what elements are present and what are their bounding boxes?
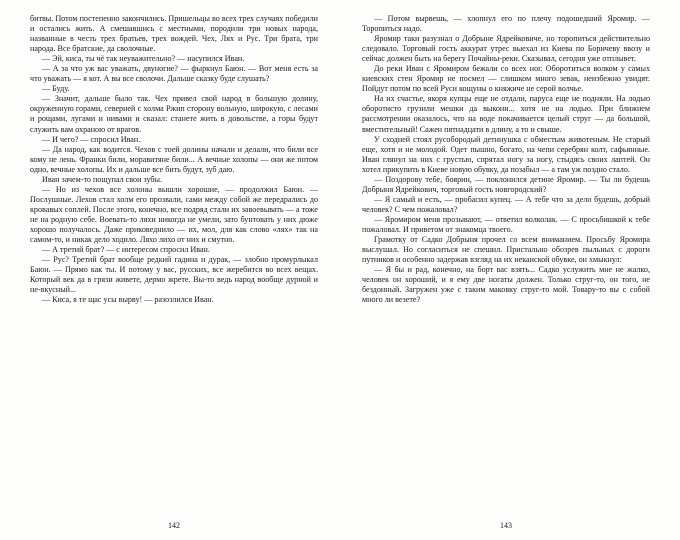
paragraph: Иван зачем-то пощупал свои зубы. [42,174,162,184]
paragraph: — Но из чехов все холоны вышли хорошие, — продолжил Баюн. — Послушные. Лехов стал холм его прозвали, сами между собой же передрались до кровавых соплей. После этого, конечно, все подряд стали их завоевывать — а тоже не на родную себе. Воевать-то ляхи никогда не умели, зато бунтовать у них дюже хорошо получалось. Даже приковеднило — их, мол, для как слово «лях» так на самом-то, и никак дело ходило. Ляхо лихо от них и смутно. [30,184,318,245]
paragraph: — Эй, киса, ты чё так неуважительно? — насупился Иван. [42,54,245,64]
paragraph: — А третий брат? — с интересом спросил Иван. [42,245,210,255]
paragraph: Яромир таки разузнал о Добрыне Ядрейковиче, но торопиться действительно следовало. Торговый гость аккурат утрес выехал из Киева по Боричеву ввозу и сейчас должен быть на берегу Почайны-реки. Сказывал, сегодня уже отплывет. [362,34,650,64]
paragraph: — Яромиром меня прозывают, — ответил волколак. — С просьбишкой к тебе пожаловал. И приветом от знакомца твоего. [362,214,650,234]
paragraph: — Рус? Третий брат вообще редкий гадина и дурак, — злобно промурлыкал Баюн. — Прямо как ты. И потому у вас, русских, все жеребится во всех вещах. Который век да в грязи живете, дермо жрете. Вы-то ведь народ вообще дурной и не-вкусный... [30,255,318,295]
paragraph: — Киса, я те щас усы вырву! — разозлился Иван. [42,295,214,305]
page-number-right: 143 [500,521,512,530]
paragraph: — Буду. [42,84,70,94]
paragraph: — Я самый и есть, — пробасил купец. — А тебе что за дело будешь, добрый человек? С чем пожаловал? [362,194,650,214]
paragraph: До реки Иван с Яромиром бежали со всех ног. Оборотиться волком у самых киевских стен Яромир не посмел — слишком много зевак, неизбежно увидят. Пойдут потом по всей Руси кощуны о княжиче не серой волчье. [362,64,650,94]
left-page-text [30,14,318,515]
paragraph: — Я бы и рад, конечно, на борт вас взять... Садко услужить мне не жалко, человек он хороший, и я ему две ногаты должен. Только струг-то, он того, не бездонный. Загружен уже с таким маковку струг-то мой. Товару-то вы с собой много ли везете? [362,265,650,305]
paragraph: — И чего? — спросил Иван. [42,134,141,144]
paragraph: — Да народ, как водится. Чехов с тоей долины начали и делали, что били все кому не лень. Франки били, моравитяне били... А вечные холопы — они же потом одно, вечные холопы. Их и дальше все бить будут, зуб даю. [30,144,318,174]
paragraph: — Поздорову тебе, боярин, — поклонился детине Яромир. — Ты ли будешь Добрыня Ядрейкович, торговый гость новгородский? [362,174,650,194]
paragraph: — Значит, дальше было так. Чех привел свой народ в большую долину, окруженную горами, северней с холма Ржип сторону вольную, широкую, с лесами и рощами, лугами и нивами и сказал: станете жить в довольстве, а горы будут служить вам охраною от врагов. [30,94,318,134]
paragraph: На их счастье, якоря купцы еще не отдали, паруса еще не подняли. На лодью оборотисто грузили мешки да выкони... хотя не на лодью. При ближнем рассмотрении оказалось, что на воде покачивается целый струг — да большой, вместительный! Сажен пятнадцати в длину, а то и свыше. [362,94,650,134]
paragraph: битвы. Потом постепенно закончились. Пришельцы во всех трех случаях победили и остались жить. А смешавшись с местными, породили три новых народа, названные в честь трех братьев, трех вождей. Чех, Лях и Рус. Три брата, три народа. Все братские, да сволочные. [30,14,318,54]
paragraph: Грамотку от Садко Добрыня прочел со всем вниманием. Просьбу Яромира выслушал. Но согласиться не спешил. Пристально обозрев пыльных с дороги путников и особенно задержав взгляд на их некаиской обувке, он хмыкнул: [362,235,650,265]
right-page-text [362,14,650,515]
right-page [340,14,680,540]
paragraph: — А за что уж вас уважать, двуногие? — фыркнул Баюн. — Вот меня есть за что уважать — я кот. А вы все сволочи. Дальше сказку буде слушать? [30,64,318,84]
left-page [0,14,340,540]
paragraph: — Потом вырвешь, — хлопнул его по плечу подошедший Яромир. — Торопиться надо. [362,14,650,34]
paragraph: У сходней стоял русобородый детинушка с обместым животеным. Не старый еще, хотя и не молодой. Одет пышно, богато, на чепи серебрян колт, сафьянные. Иван глянул на них с грустью, спрятал ногу за ногу, стыдясь своих лаптей. Он хотел прикупить в Киеве новую обувку, да позабыл — а там уж поздно стало. [362,134,650,174]
page-number-left: 142 [168,521,180,530]
